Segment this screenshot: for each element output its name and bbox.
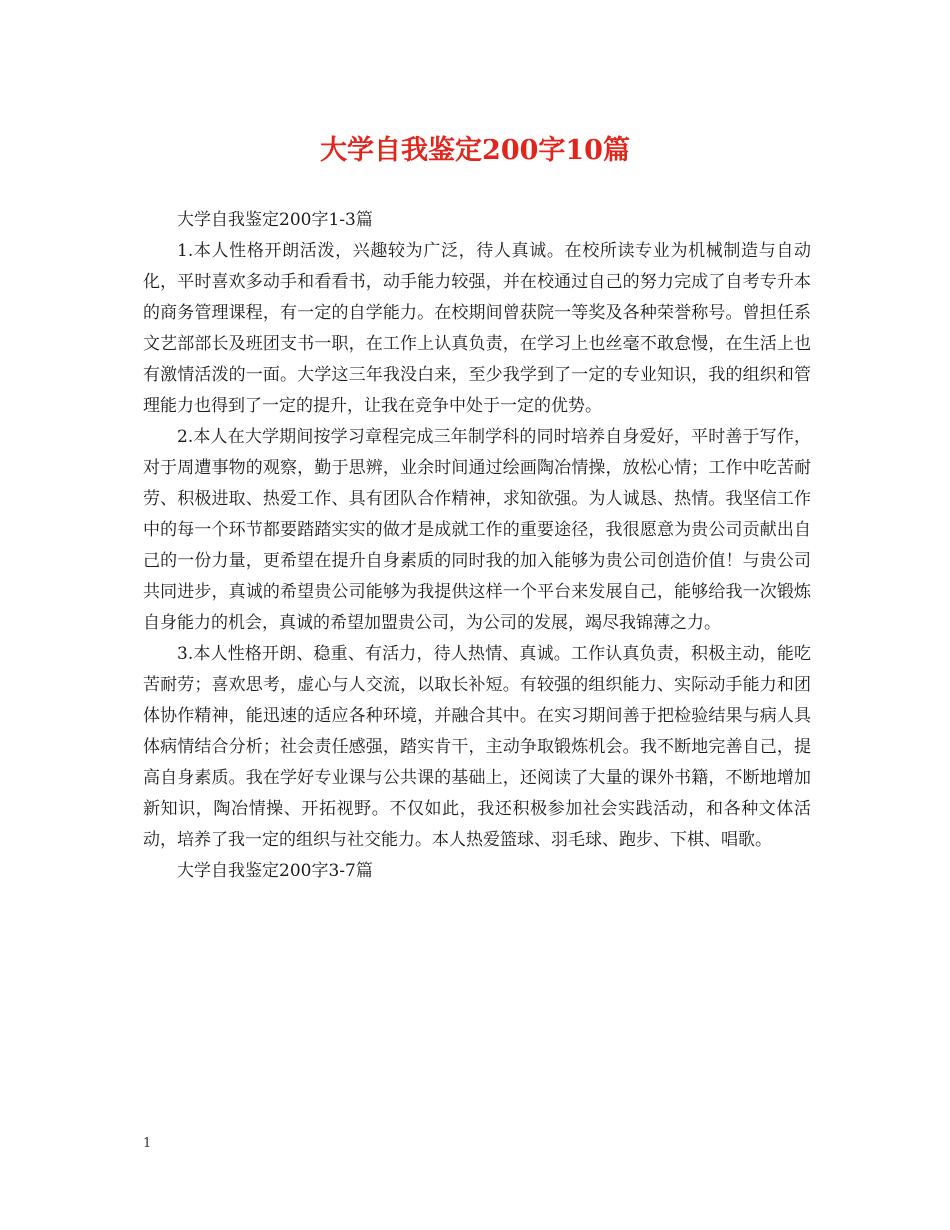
paragraph-2: 2.本人在大学期间按学习章程完成三年制学科的同时培养自身爱好，平时善于写作，对于周遭事物的观察，勤于思辨，业余时间通过绘画陶冶情操，放松心情；工作中吃苦耐劳、积极进取、热爱工作、具有团队合作精神，求知欲强。为人诚恳、热情。我坚信工作中的每一个环节都要踏踏实实的做才是成就工作的重要途径，我很愿意为贵公司贡献出自己的一份力量，更希望在提升自身素质的同时我的加入能够为贵公司创造价值！与贵公司共同进步，真诚的希望贵公司能够为我提供这样一个平台来发展自己，能够给我一次锻炼自身能力的机会，真诚的希望加盟贵公司，为公司的发展，竭尽我锦薄之力。 bbox=[143, 427, 811, 633]
document-body bbox=[143, 205, 811, 887]
document-title: 大学自我鉴定200字10篇 bbox=[320, 135, 630, 166]
section-heading-1-3: 大学自我鉴定200字1-3篇 bbox=[177, 210, 373, 230]
page-number: 1 bbox=[143, 1136, 152, 1151]
paragraph-3: 3.本人性格开朗、稳重、有活力，待人热情、真诚。工作认真负责，积极主动，能吃苦耐劳；喜欢思考，虚心与人交流，以取长补短。有较强的组织能力、实际动手能力和团体协作精神，能迅速的适应各种环境，并融合其中。在实习期间善于把检验结果与病人具体病情结合分析；社会责任感强，踏实肯干，主动争取锻炼机会。我不断地完善自己，提高自身素质。我在学好专业课与公共课的基础上，还阅读了大量的课外书籍，不断地增加新知识，陶冶情操、开拓视野。不仅如此，我还积极参加社会实践活动，和各种文体活动，培养了我一定的组织与社交能力。本人热爱篮球、羽毛球、跑步、下棋、唱歌。 bbox=[143, 644, 811, 850]
section-heading-3-7: 大学自我鉴定200字3-7篇 bbox=[177, 861, 373, 881]
paragraph-1: 1.本人性格开朗活泼，兴趣较为广泛，待人真诚。在校所读专业为机械制造与自动化，平时喜欢多动手和看看书，动手能力较强，并在校通过自己的努力完成了自考专升本的商务管理课程，有一定的自学能力。在校期间曾获院一等奖及各种荣誉称号。曾担任系文艺部部长及班团支书一职，在工作上认真负责，在学习上也丝毫不敢怠慢，在生活上也有激情活泼的一面。大学这三年我没白来，至少我学到了一定的专业知识，我的组织和管理能力也得到了一定的提升，让我在竞争中处于一定的优势。 bbox=[143, 241, 811, 416]
